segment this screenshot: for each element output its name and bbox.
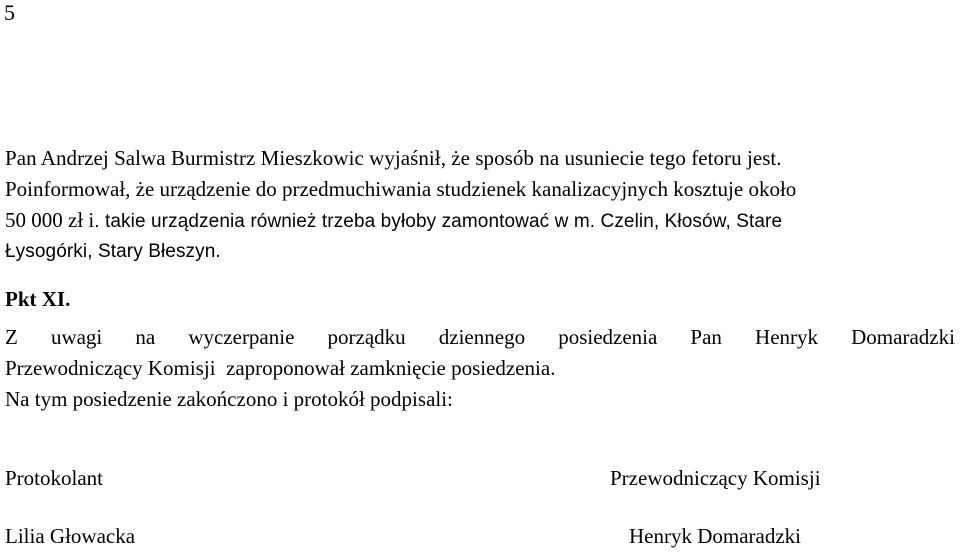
paragraph-closing <box>5 322 955 415</box>
justified-word: wyczerpanie <box>188 325 295 349</box>
paragraph-line <box>5 143 955 174</box>
justified-word: uwagi <box>50 325 103 349</box>
signature-right-name: Henryk Domaradzki <box>629 524 802 548</box>
paragraph-justified-line <box>5 322 955 353</box>
paragraph-line: Na tym posiedzenie zakończono i protokół podpisali: <box>5 387 453 411</box>
justified-word: Z <box>5 325 18 349</box>
paragraph-burmistrz-explanation <box>5 143 955 267</box>
paragraph-line <box>5 205 955 236</box>
justified-word: posiedzenia <box>558 325 658 349</box>
justified-word: Pan <box>690 325 722 349</box>
paragraph-line: Przewodniczący Komisji zaproponował zamknięcie posiedzenia. <box>5 356 556 380</box>
justified-word: porządku <box>327 325 406 349</box>
signature-right-title: Przewodniczący Komisji <box>610 466 821 490</box>
justified-word: dziennego <box>438 325 526 349</box>
paragraph-line: Poinformował, że urządzenie do przedmuchiwania studzienek kanalizacyjnych kosztuje około <box>5 177 797 201</box>
signature-left-title: Protokolant <box>5 466 103 490</box>
paragraph-line-text: Pan Andrzej Salwa Burmistrz Mieszkowic wyjaśnił, że sposób na usuniecie tego fetoru jest. <box>5 146 782 170</box>
signature-left-name: Lilia Głowacka <box>5 524 136 548</box>
justified-word: Henryk <box>755 325 819 349</box>
justified-word: Domaradzki <box>851 325 955 349</box>
section-heading: Pkt XI. <box>5 287 71 311</box>
paragraph-line-suffix: . takie urządzenia również trzeba byłoby zamontować w m. Czelin, Kłosów, Stare <box>94 211 783 232</box>
page-number: 5 <box>4 0 15 25</box>
paragraph-line: Łysogórki, Stary Błeszyn. <box>5 241 221 262</box>
justified-word: na <box>135 325 156 349</box>
paragraph-line-prefix: 50 000 zł i <box>5 208 95 232</box>
